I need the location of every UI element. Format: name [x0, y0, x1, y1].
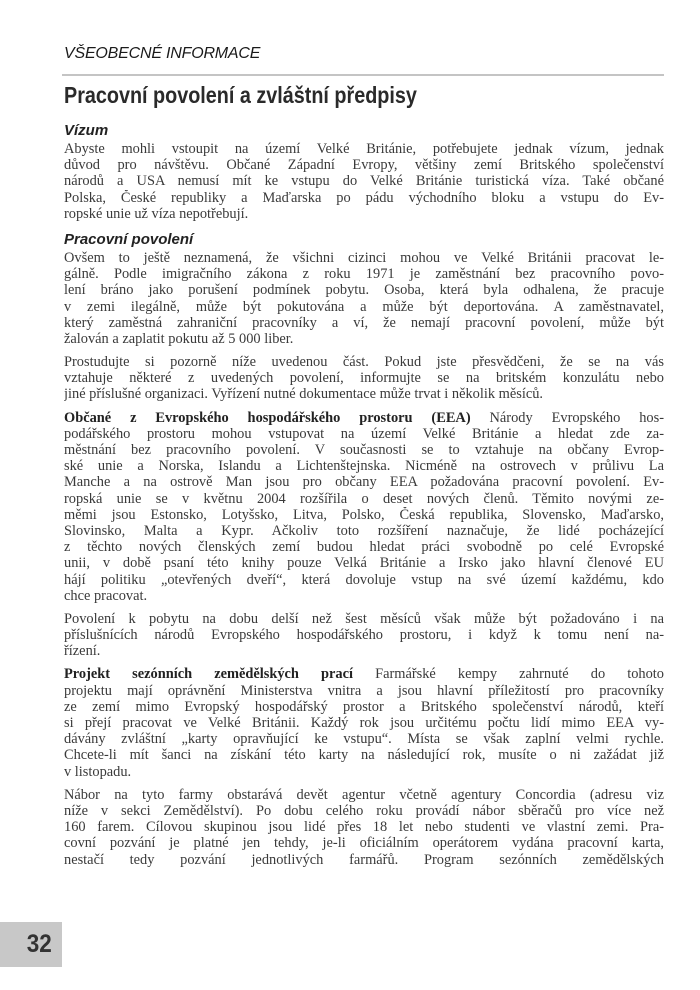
- header-rule: [62, 74, 664, 76]
- text-line: Ovšem to ještě neznamená, že všichni cizinci mohou ve Velké Británii pracovat le-: [64, 249, 664, 266]
- text-line: vztahuje některé z uvedených povolení, informujte se na britském konzulátu nebo: [64, 370, 664, 387]
- text-line: ropská unie se v květnu 2004 rozšířila o deset nových členů. Těmito novými ze-: [64, 490, 664, 507]
- text-line: ské unie a Norska, Islandu a Lichtenštejnska. Nicméně na ostrovech v průlivu La: [64, 458, 664, 475]
- text-line: z těchto nových členských zemí budou hledat práci svobodně po celé Evropské: [64, 539, 664, 556]
- paragraph: [64, 666, 664, 779]
- text-line: městnání bez pracovního povolení. V současnosti se to vztahuje na občany Evrop-: [64, 442, 664, 458]
- text-line: Manche a na ostrově Man jsou pro občany EEA požadována pracovní povolení. Ev-: [64, 474, 664, 491]
- paragraph: [64, 611, 664, 660]
- text-line: projektu mají oprávnění Ministerstva vnitra a jsou hlavní příležitostí pro pracovníky: [64, 682, 664, 699]
- text-line: Slovinsko, Malta a Kypr. Ačkoliv toto rozšíření naznačuje, že lidé pocházející: [64, 522, 664, 539]
- text-line: v zemi ilegálně, může být pokutována a může být deportována. A zaměstnavatel,: [64, 298, 664, 315]
- text-line: žalován a zaplatit pokutu až 5 000 liber.: [64, 330, 294, 347]
- text-line: který zaměstná zahraniční pracovníky a ví, že nemají pracovní povolení, může být: [64, 314, 664, 331]
- text-line: Nábor na tyto farmy obstarává devět agentur včetně agentury Concordia (adresu viz: [64, 786, 664, 803]
- text-line: měmi jsou Estonsko, Lotyšsko, Litva, Polsko, Česká republika, Slovensko, Maďarsko,: [64, 506, 664, 523]
- text-line: Povolení k pobytu na dobu delší než šest měsíců však může být požadováno i na: [64, 610, 664, 627]
- text-line: níže v sekci Zemědělství). Po dobu celého roku provádí nábor sběračů pro více než: [64, 802, 664, 819]
- article-body: [64, 121, 664, 875]
- text-line: 160 farem. Cílovou skupinou jsou lidé přes 18 let nebo studenti ve vlastní zemi. Pra-: [64, 819, 664, 836]
- text-line: podářského prostoru mohou vstupovat na území Velké Británie a hledat zde za-: [64, 425, 664, 442]
- text-line: nestačí tedy pozvání jednotlivých farmářů. Program sezónních zemědělských: [64, 851, 664, 868]
- text-line: ze zemí mimo Evropský hospodářský prostor a Britského společenství národů, kteří: [64, 698, 664, 715]
- text-line: příslušnících národů Evropského hospodářského prostoru, i když k tomu není na-: [64, 627, 664, 644]
- page-number-box: [0, 922, 62, 967]
- text-line: Polska, České republiky a Maďarska po pádu východního bloku a vstupu do Ev-: [64, 189, 664, 206]
- section-heading: Vízum: [64, 122, 109, 139]
- line-text: Národy Evropského hos-: [470, 409, 664, 426]
- text-line: Chcete-li mít šanci na získání této karty na následující rok, musíte o ni zažádat již: [64, 747, 664, 764]
- text-line: [64, 666, 664, 682]
- text-line: unii, v době psaní této knihy pouze Velká Británie a Irsko jako hlavní členové EU: [64, 555, 664, 572]
- text-line: řízení.: [64, 643, 101, 660]
- paragraph: [64, 787, 664, 868]
- paragraph: [64, 141, 664, 222]
- page-title: Pracovní povolení a zvláštní předpisy: [64, 82, 417, 108]
- text-line: gálně. Podle imigračního zákona z roku 1971 je zaměstnání bez pracovního povo-: [64, 266, 664, 283]
- text-line: v listopadu.: [64, 763, 132, 780]
- paragraph-lead: Projekt sezónních zemědělských prací: [64, 666, 353, 683]
- text-line: národů a USA nemusí mít ke vstupu do Velké Británie turistická víza. Také občané: [64, 173, 664, 190]
- text-line: dávány zvláštní „karty opravňující ke vstupu“. Místa se však zaplní velmi rychle.: [64, 731, 664, 748]
- text-line: hájí politiku „otevřených dveří“, která dovoluje vstup na své území každému, kdo: [64, 571, 664, 588]
- text-line: si přejí pracovat ve Velké Británii. Každý rok jsou určitému počtu lidí mimo EEA vy-: [64, 715, 664, 731]
- paragraph: [64, 354, 664, 403]
- text-line: jiné příslušné organizaci. Vyřízení nutné dokumentace může trvat i několik měsíců.: [64, 386, 544, 403]
- text-line: [64, 410, 664, 426]
- paragraph-lead: Občané z Evropského hospodářského prostoru (EEA): [64, 409, 471, 426]
- text-line: Abyste mohli vstoupit na území Velké Británie, potřebujete jednak vízum, jednak: [64, 141, 664, 157]
- paragraph: [64, 410, 664, 604]
- text-line: lení bráno jako porušení podmínek pobytu. Osoba, která byla odhalena, že pracuje: [64, 282, 664, 299]
- text-line: chce pracovat.: [64, 587, 148, 604]
- text-line: Prostudujte si pozorně níže uvedenou část. Pokud jste přesvědčeni, že se na vás: [64, 354, 664, 371]
- paragraph: [64, 250, 664, 347]
- running-head: VŠEOBECNÉ INFORMACE: [64, 45, 261, 62]
- text-line: ropské unie už víza nepotřebují.: [64, 205, 249, 222]
- line-text: Farmářské kempy zahrnuté do tohoto: [353, 666, 664, 683]
- section-heading: Pracovní povolení: [64, 230, 194, 248]
- text-line: covní pozvání je platné jen tehdy, je-li oficiálním operátorem vydána pracovní karta,: [64, 835, 664, 852]
- page-number: 32: [26, 930, 52, 958]
- text-line: důvod pro návštěvu. Občané Západní Evropy, většiny zemí Britského společenství: [64, 157, 664, 174]
